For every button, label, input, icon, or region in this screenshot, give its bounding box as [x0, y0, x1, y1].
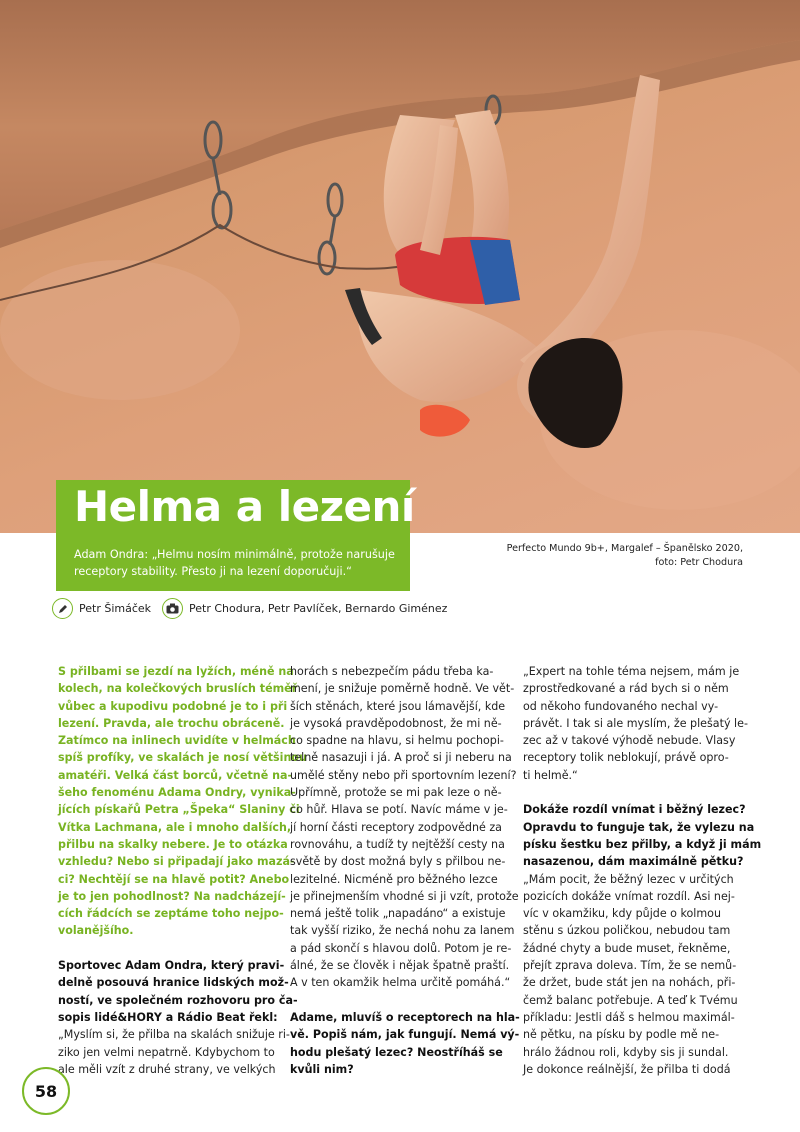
text-line: co spadne na hlavu, si helmu pochopi-	[290, 734, 504, 748]
text-line: vůbec a kupodivu podobné je to i při	[58, 699, 288, 713]
text-line: receptory tolik neblokují, právě opro-	[523, 751, 729, 765]
text-line: lezitelné. Nicméně pro běžného lezce	[290, 872, 498, 886]
text-line: šeho fenoménu Adama Ondry, vynika-	[58, 786, 296, 800]
climber-illustration	[0, 0, 800, 533]
text-line: příkladu: Jestli dáš s helmou maximál-	[523, 1010, 735, 1024]
article-lead: Adam Ondra: „Helmu nosím minimálně, protože narušuje receptory stability. Přesto ji na lezení doporučuji.“	[74, 548, 395, 578]
photo-caption	[507, 542, 743, 570]
text-line: spíš profíky, ve skalách je nosí většinou	[58, 751, 307, 765]
text-line: ci? Nechtějí se na hlavě potit? Anebo	[58, 872, 290, 886]
text-line: Dokáže rozdíl vnímat i běžný lezec?	[523, 803, 746, 817]
text-line: co hůř. Hlava se potí. Navíc máme v je-	[290, 803, 508, 817]
text-line: ností, ve společném rozhovoru pro ča-	[58, 993, 298, 1007]
text-line: a pád skončí s hlavou dolů. Potom je re-	[290, 941, 512, 955]
text-line: Sportovec Adam Ondra, který pravi-	[58, 959, 285, 973]
paragraph-gap	[58, 940, 273, 957]
text-line: nemá ještě tolik „napadáno“ a existuje	[290, 907, 506, 921]
text-line: „Expert na tohle téma nejsem, mám je	[523, 665, 740, 678]
text-line: víc v okamžiku, kdy půjde o kolmou	[523, 907, 722, 921]
pen-icon	[52, 598, 73, 619]
text-line: tak vyšší riziko, že nechá nohu za lanem	[290, 924, 515, 938]
text-line: hrálo žádnou roli, kdyby sis ji sundal.	[523, 1045, 729, 1059]
text-line: rovnováhu, a tudíž ty nejtěžší cesty na	[290, 837, 505, 851]
text-line: jí horní části receptory zodpovědné za	[290, 820, 502, 834]
text-line: horách s nebezpečím pádu třeba ka-	[290, 665, 494, 678]
text-line: A v ten okamžik helma určitě pomáhá.“	[290, 976, 511, 990]
text-line: S přilbami se jezdí na lyžích, méně na	[58, 665, 294, 678]
text-line: zec až v takové výhodě nebude. Vlasy	[523, 734, 736, 748]
text-line: písku šestku bez přilby, a když ji mám	[523, 837, 762, 851]
paragraph-gap	[290, 992, 505, 1009]
text-line: přejít zprava doleva. Tím, že se nemů-	[523, 959, 737, 973]
text-line: pozicích dokáže vnímat rozdíl. Asi nej-	[523, 889, 735, 903]
text-line: „Mám pocit, že běžný lezec v určitých	[523, 872, 734, 886]
text-line: Vítka Lachmana, ale i mnoho dalších,	[58, 820, 292, 834]
text-line: žádné chyty a bude muset, řekněme,	[523, 941, 731, 955]
text-line: od někoho fundovaného nechal vy-	[523, 699, 719, 713]
text-column-3	[523, 663, 762, 1078]
text-line: zprostředkované a rád bych si o něm	[523, 682, 729, 696]
title-box	[56, 480, 415, 591]
camera-icon	[162, 598, 183, 619]
text-line: Je dokonce reálnější, že přilba ti dodá	[523, 1062, 731, 1076]
text-line: světě by dost možná byly s přilbou ne-	[290, 855, 506, 869]
photo-caption-line: foto: Petr Chodura	[655, 557, 743, 568]
photographers-names: Petr Chodura, Petr Pavlíček, Bernardo Giménez	[189, 602, 448, 615]
text-line: delně posouvá hranice lidských mož-	[58, 976, 289, 990]
page-number: 58	[22, 1067, 70, 1115]
text-line: čemž balanc potřebuje. A teď k Tvému	[523, 993, 738, 1007]
text-line: Zatímco na inlinech uvidíte v helmách	[58, 734, 296, 748]
text-line: ně pětku, na písku by podle mě ne-	[523, 1028, 720, 1042]
text-line: je to jen pohodlnost? Na nadcházejí-	[58, 889, 286, 903]
text-line: álné, že se člověk i nějak špatně praští.	[290, 959, 510, 973]
hero-photo	[0, 0, 800, 533]
text-line: je přinejmenším vhodné si ji vzít, protože	[290, 889, 519, 903]
author-name: Petr Šimáček	[79, 602, 152, 615]
text-line: vě. Popiš nám, jak fungují. Nemá vý-	[290, 1028, 520, 1042]
photo-caption-line: Perfecto Mundo 9b+, Margalef – Španělsko 2020,	[506, 543, 743, 554]
text-line: hodu plešatý lezec? Neostříháš se	[290, 1045, 503, 1059]
text-line: Upřímně, protože se mi pak leze o ně-	[290, 786, 502, 800]
text-line: mení, je snižuje poměrně hodně. Ve vět-	[290, 682, 515, 696]
text-line: cích řádcích se zeptáme toho nejpo-	[58, 907, 284, 921]
text-line: Adame, mluvíš o receptorech na hla-	[290, 1010, 520, 1024]
paragraph-gap	[523, 784, 738, 801]
text-line: stěnu s úzkou poličkou, nebudou tam	[523, 924, 731, 938]
text-line: ti helmě.“	[523, 768, 578, 782]
text-line: telně nasazuji i já. A proč si ji neberu na	[290, 751, 512, 765]
author-credit	[52, 598, 151, 619]
text-line: ale měli vzít z druhé strany, ve velkých	[58, 1062, 276, 1076]
text-line: sopis lidé&HORY a Rádio Beat řekl:	[58, 1010, 278, 1024]
text-line: že držet, bude stát jen na nohách, při-	[523, 976, 736, 990]
text-line: nasazenou, dám maximálně pětku?	[523, 855, 744, 869]
article-title: Helma a lezení	[74, 482, 415, 531]
text-line: ších stěnách, které jsou lámavější, kde	[290, 699, 506, 713]
text-column-2	[290, 663, 520, 1078]
text-line: právět. I tak si ale myslím, že plešatý le-	[523, 716, 748, 730]
text-line: kvůli nim?	[290, 1062, 354, 1076]
text-column-1	[58, 663, 307, 1078]
text-line: lezení. Pravda, ale trochu obráceně.	[58, 716, 285, 730]
text-line: amatéři. Velká část borců, včetně na-	[58, 768, 293, 782]
text-line: je vysoká pravděpodobnost, že mi ně-	[290, 716, 502, 730]
text-line: vzhledu? Nebo si připadají jako mazá-	[58, 855, 295, 869]
text-line: volanějšího.	[58, 924, 134, 938]
text-line: ziko jen velmi nepatrně. Kdybychom to	[58, 1045, 275, 1059]
text-line: Opravdu to funguje tak, že vylezu na	[523, 820, 755, 834]
text-line: „Myslím si, že přilba na skalách snižuje ri-	[58, 1028, 290, 1042]
text-line: kolech, na kolečkových bruslích téměř	[58, 682, 298, 696]
text-line: přilbu na skalky nebere. Je to otázka	[58, 837, 288, 851]
photo-credit	[162, 598, 447, 619]
text-line: jících pískařů Petra „Špeka“ Slaniny či	[58, 803, 300, 817]
text-line: umělé stěny nebo při sportovním lezení?	[290, 768, 517, 782]
